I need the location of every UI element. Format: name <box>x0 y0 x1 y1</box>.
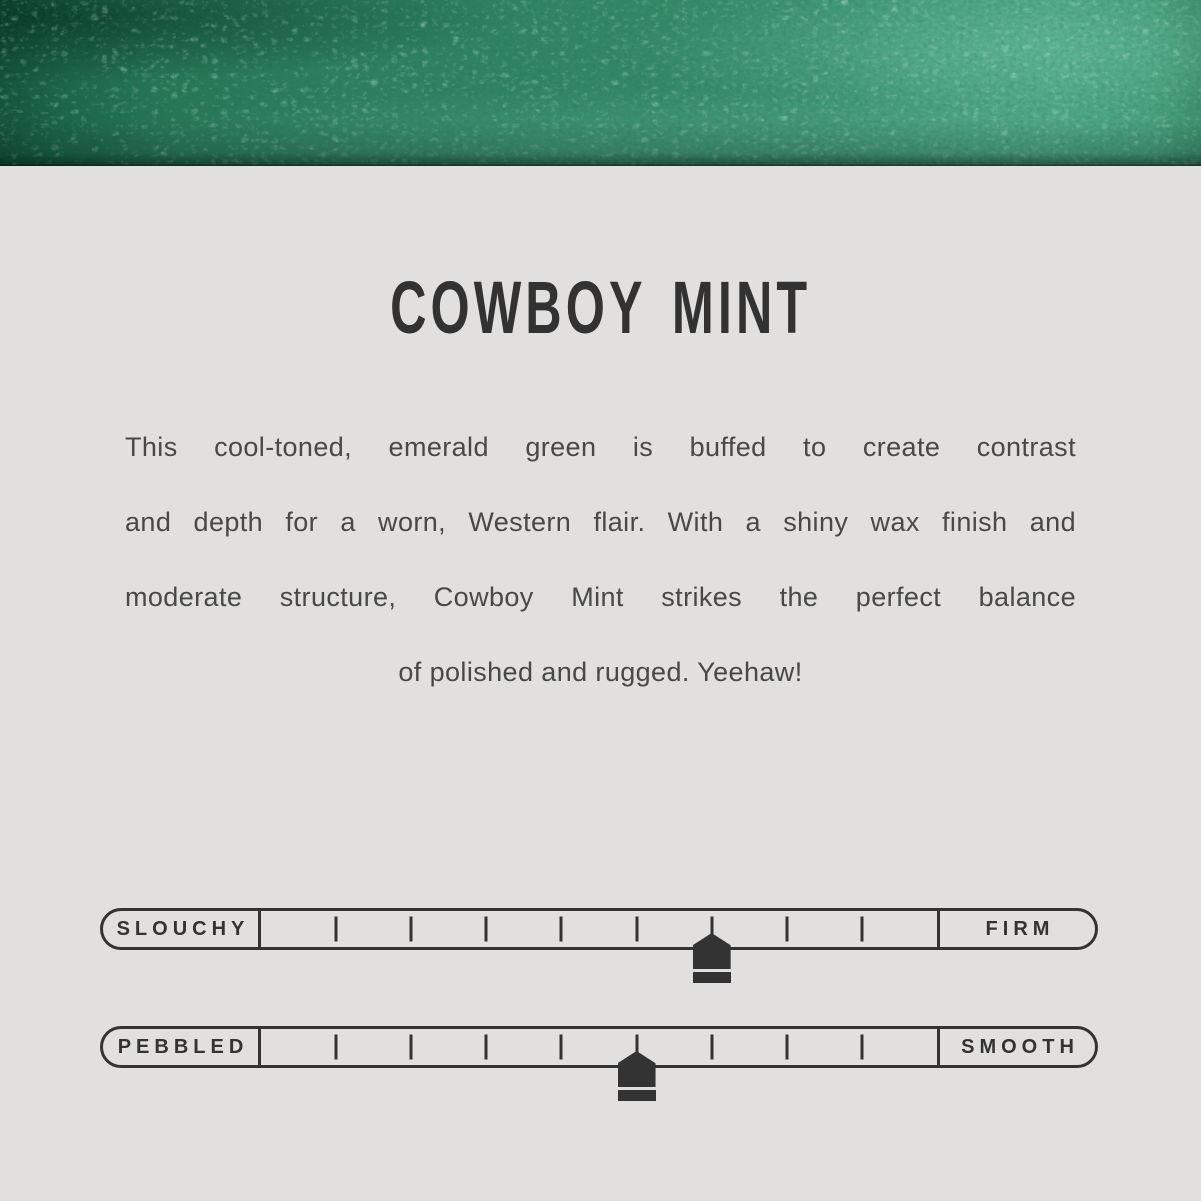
slider-track <box>261 1029 937 1065</box>
tick-mark <box>560 917 563 942</box>
slider-track <box>261 911 937 947</box>
tick-mark <box>860 1035 863 1060</box>
page-title <box>0 268 1201 362</box>
color-description <box>125 410 1076 710</box>
tick-mark <box>485 917 488 942</box>
tick-mark <box>635 1035 638 1060</box>
scale-label-slouchy: SLOUCHY <box>103 911 261 947</box>
description-line: and depth for a worn, Western flair. With a shiny wax finish and <box>125 507 1076 537</box>
texture-scale-pill <box>100 1026 1098 1068</box>
tick-mark <box>335 1035 338 1060</box>
page-title-text: COWBOY MINT <box>389 266 812 349</box>
tick-mark <box>410 917 413 942</box>
description-line: of polished and rugged. Yeehaw! <box>398 657 803 687</box>
tick-mark <box>710 917 713 942</box>
tick-mark <box>560 1035 563 1060</box>
structure-scale <box>100 908 1098 950</box>
structure-scale-pill <box>100 908 1098 950</box>
tick-mark <box>710 1035 713 1060</box>
description-line: This cool-toned, emerald green is buffed to create contrast <box>125 432 1076 462</box>
scale-label-firm: FIRM <box>937 911 1095 947</box>
description-line: moderate structure, Cowboy Mint strikes the perfect balance <box>125 582 1076 612</box>
tick-mark <box>860 917 863 942</box>
marker-base-icon <box>618 1090 656 1101</box>
leather-texture-graphic <box>0 0 1201 166</box>
leather-texture-image <box>0 0 1201 166</box>
scale-label-pebbled: PEBBLED <box>103 1029 261 1065</box>
tick-mark <box>635 917 638 942</box>
tick-mark <box>785 1035 788 1060</box>
texture-scale <box>100 1026 1098 1068</box>
tick-mark <box>410 1035 413 1060</box>
marker-base-icon <box>693 972 731 983</box>
tick-mark <box>785 917 788 942</box>
tick-mark <box>335 917 338 942</box>
tick-mark <box>485 1035 488 1060</box>
scale-label-smooth: SMOOTH <box>937 1029 1095 1065</box>
